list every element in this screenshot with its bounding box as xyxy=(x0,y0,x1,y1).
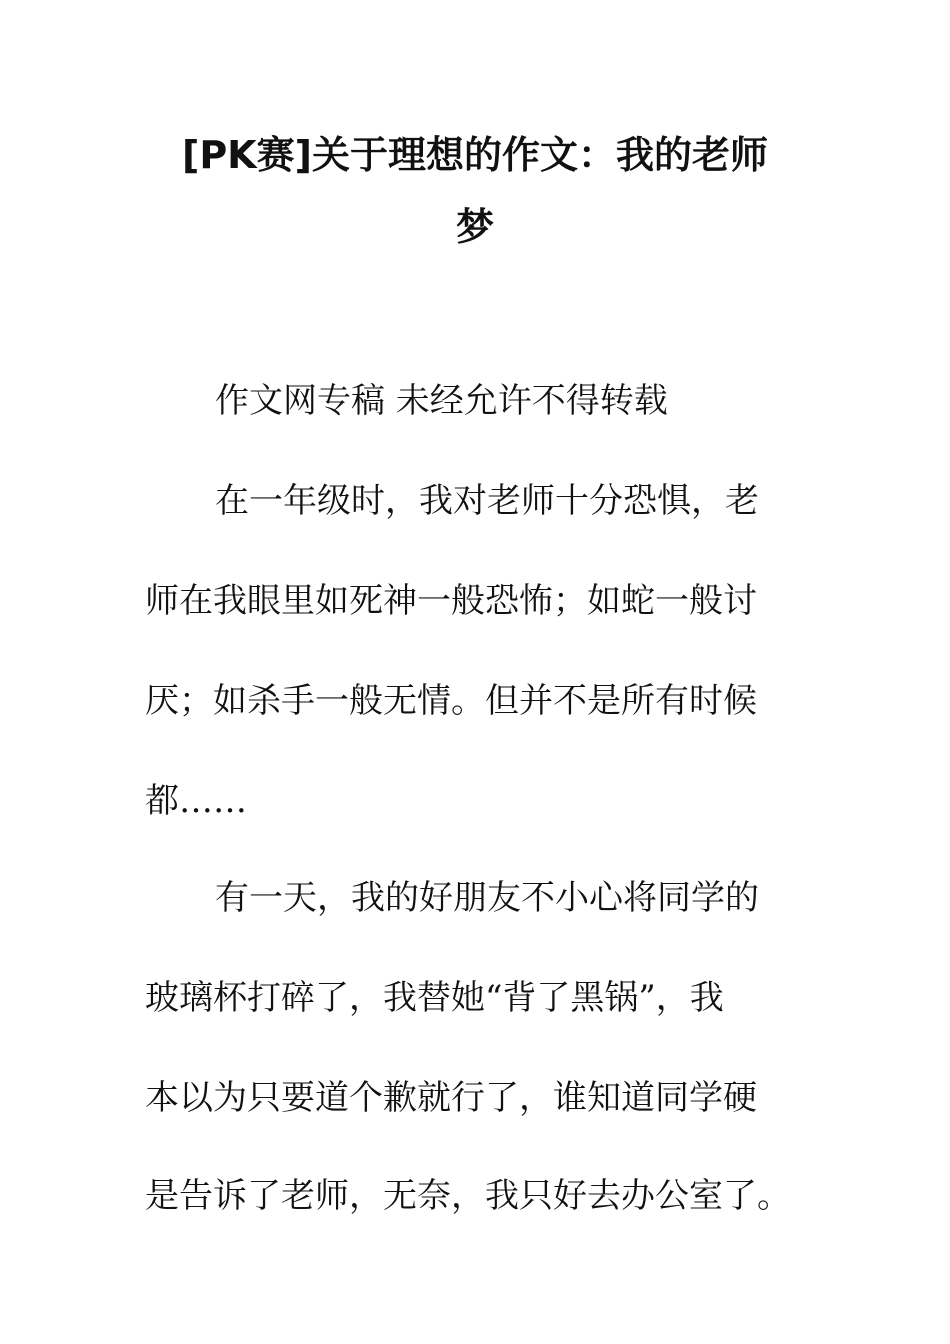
paragraph-2-line-4: 是告诉了老师，无奈，我只好去办公室了。 xyxy=(145,1176,791,1216)
paragraph-2-line-3: 本以为只要道个歉就行了，谁知道同学硬 xyxy=(145,1078,757,1118)
paragraph-1-line-1: 在一年级时，我对老师十分恐惧，老 xyxy=(215,481,759,521)
page-title-line-1: [PK赛]关于理想的作文：我的老师 xyxy=(181,133,769,177)
paragraph-1-line-2: 师在我眼里如死神一般恐怖；如蛇一般讨 xyxy=(145,581,757,621)
paragraph-1-line-3: 厌；如杀手一般无情。但并不是所有时候 xyxy=(145,681,757,721)
paragraph-1-line-4: 都…… xyxy=(145,781,247,821)
page-title-line-2: 梦 xyxy=(455,205,494,249)
paragraph-2-line-2: 玻璃杯打碎了，我替她“背了黑锅”，我 xyxy=(145,978,724,1018)
paragraph-2-line-1: 有一天，我的好朋友不小心将同学的 xyxy=(215,878,759,918)
byline: 作文网专稿 未经允许不得转载 xyxy=(215,381,668,421)
